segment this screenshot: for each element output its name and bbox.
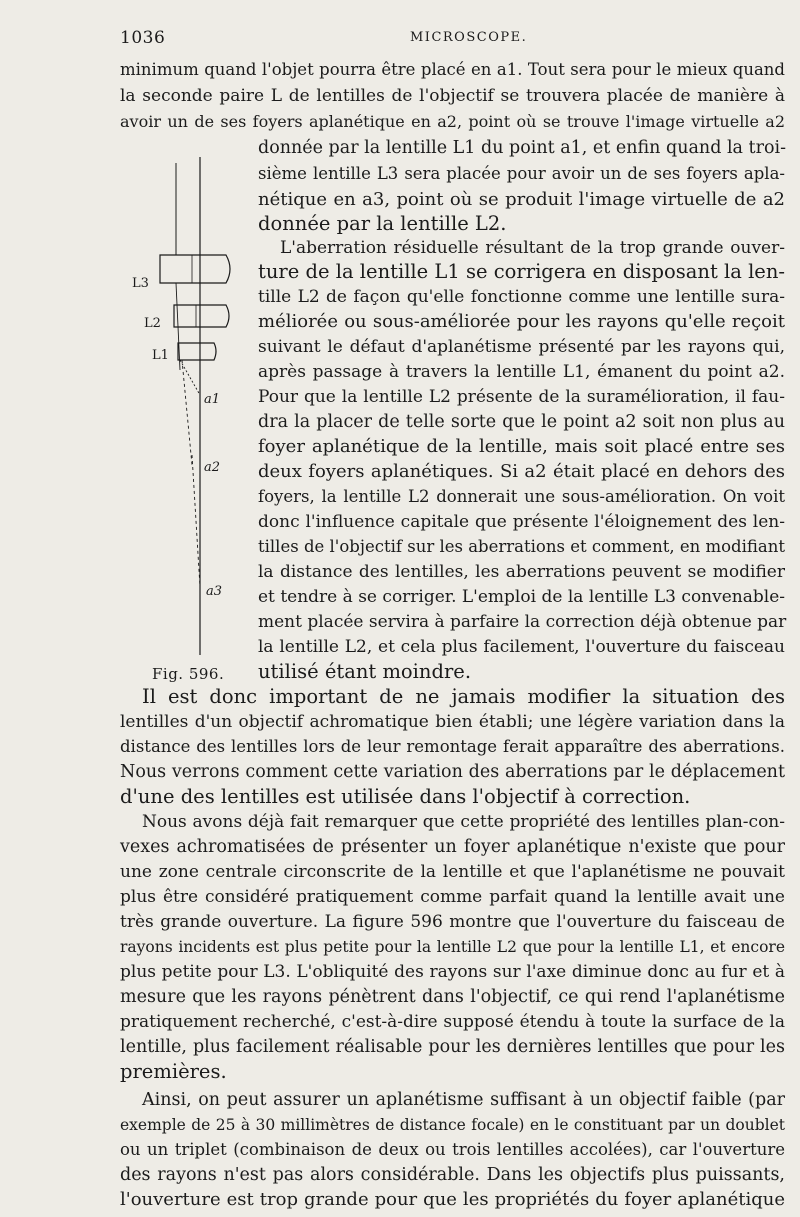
text-line: tilles de l'objectif sur les aberrations et comment, en modifiant (258, 537, 785, 556)
text-line: deux foyers aplanétiques. Si a2 était placé en dehors des (258, 461, 785, 482)
ray-dashed (182, 360, 192, 465)
text-line: la seconde paire L de lentilles de l'objectif se trouvera placée de manière à (120, 86, 785, 106)
text-line: lentille, plus facilement réalisable pour les dernières lentilles que pour les (120, 1037, 785, 1057)
text-line: exemple de 25 à 30 millimètres de distance focale) en le constituant par un doublet (120, 1116, 785, 1134)
ray-dashed (180, 360, 200, 395)
text-line: premières. (120, 1060, 227, 1083)
page-number: 1036 (120, 28, 166, 48)
lens-l2 (174, 305, 229, 327)
ray-dashed (192, 455, 200, 587)
text-line: plus petite pour L3. L'obliquité des rayons sur l'axe diminue donc au fur et à (120, 962, 785, 982)
text-line: minimum quand l'objet pourra être placé en a1. Tout sera pour le mieux quand (120, 60, 785, 79)
text-line: après passage à travers la lentille L1, émanent du point a2. (258, 362, 785, 382)
text-line: mesure que les rayons pénètrent dans l'objectif, ce qui rend l'aplanétisme (120, 987, 785, 1007)
text-line: utilisé étant moindre. (258, 660, 472, 683)
text-line: d'une des lentilles est utilisée dans l'objectif à correction. (120, 785, 691, 808)
lens-diagram (130, 155, 245, 675)
text-line: ou un triplet (combinaison de deux ou trois lentilles accolées), car l'ouverture (120, 1140, 785, 1159)
text-line: dra la placer de telle sorte que le point a2 soit non plus au (258, 412, 785, 432)
text-line: foyers, la lentille L2 donnerait une sous-amélioration. On voit (258, 487, 785, 506)
text-line: lentilles d'un objectif achromatique bien établi; une légère variation dans la (120, 712, 785, 732)
label-l2: L2 (144, 316, 161, 331)
text-line: rayons incidents est plus petite pour la lentille L2 que pour la lentille L1, et encore (120, 938, 785, 956)
text-line: Pour que la lentille L2 présente de la suramélioration, il fau- (258, 387, 785, 407)
text-line: Ainsi, on peut assurer un aplanétisme suffisant à un objectif faible (par (142, 1090, 785, 1110)
text-line: tille L2 de façon qu'elle fonctionne comme une lentille sura- (258, 287, 785, 307)
page-header (120, 28, 780, 52)
text-line: une zone centrale circonscrite de la lentille et que l'aplanétisme ne pouvait (120, 862, 785, 882)
text-line: Nous verrons comment cette variation des aberrations par le déplacement (120, 762, 785, 782)
text-line: nétique en a3, point où se produit l'image virtuelle de a2 (258, 189, 785, 210)
text-line: et tendre à se corriger. L'emploi de la lentille L3 convenable- (258, 587, 785, 607)
text-line: sième lentille L3 sera placée pour avoir un de ses foyers apla- (258, 164, 785, 183)
text-line: l'ouverture est trop grande pour que les propriétés du foyer aplanétique (120, 1189, 785, 1210)
text-line: ture de la lentille L1 se corrigera en disposant la len- (258, 260, 785, 283)
text-line: ment placée servira à parfaire la correction déjà obtenue par (258, 612, 787, 632)
lens-l1 (178, 343, 216, 360)
text-line: distance des lentilles lors de leur remontage ferait apparaître des aberrations. (120, 737, 785, 756)
text-line: très grande ouverture. La figure 596 montre que l'ouverture du faisceau de (120, 912, 785, 932)
label-a3: a3 (206, 584, 223, 599)
text-line: la distance des lentilles, les aberrations peuvent se modifier (258, 562, 785, 582)
text-line: plus être considéré pratiquement comme parfait quand la lentille avait une (120, 887, 785, 907)
text-line: Nous avons déjà fait remarquer que cette propriété des lentilles plan-con- (142, 812, 785, 832)
text-line: la lentille L2, et cela plus facilement, l'ouverture du faisceau (258, 637, 785, 657)
text-line: suivant le défaut d'aplanétisme présenté par les rayons qui, (258, 337, 785, 357)
text-line: donnée par la lentille L1 du point a1, et enfin quand la troi- (258, 138, 786, 158)
lens-l3 (160, 255, 230, 283)
label-l3: L3 (132, 276, 149, 291)
figure-596 (130, 155, 245, 675)
text-line: des rayons n'est pas alors considérable. Dans les objectifs plus puissants, (120, 1165, 785, 1185)
label-l1: L1 (152, 348, 169, 363)
text-line: donnée par la lentille L2. (258, 212, 507, 235)
figure-caption: Fig. 596. (152, 665, 225, 683)
label-a1: a1 (204, 392, 221, 407)
running-title: MICROSCOPE. (410, 30, 528, 45)
text-line: avoir un de ses foyers aplanétique en a2, point où se trouve l'image virtuelle a2 (120, 112, 785, 131)
text-line: méliorée ou sous-améliorée pour les rayons qu'elle reçoit (258, 311, 785, 332)
text-line: L'aberration résiduelle résultant de la trop grande ouver- (280, 238, 785, 258)
text-line: vexes achromatisées de présenter un foyer aplanétique n'existe que pour (120, 837, 785, 857)
text-line: donc l'influence capitale que présente l'éloignement des len- (258, 512, 785, 532)
text-line: pratiquement recherché, c'est-à-dire supposé étendu à toute la surface de la (120, 1012, 785, 1032)
text-line: foyer aplanétique de la lentille, mais soit placé entre ses (258, 436, 785, 457)
text-line: Il est donc important de ne jamais modifier la situation des (142, 685, 785, 708)
label-a2: a2 (204, 460, 221, 475)
